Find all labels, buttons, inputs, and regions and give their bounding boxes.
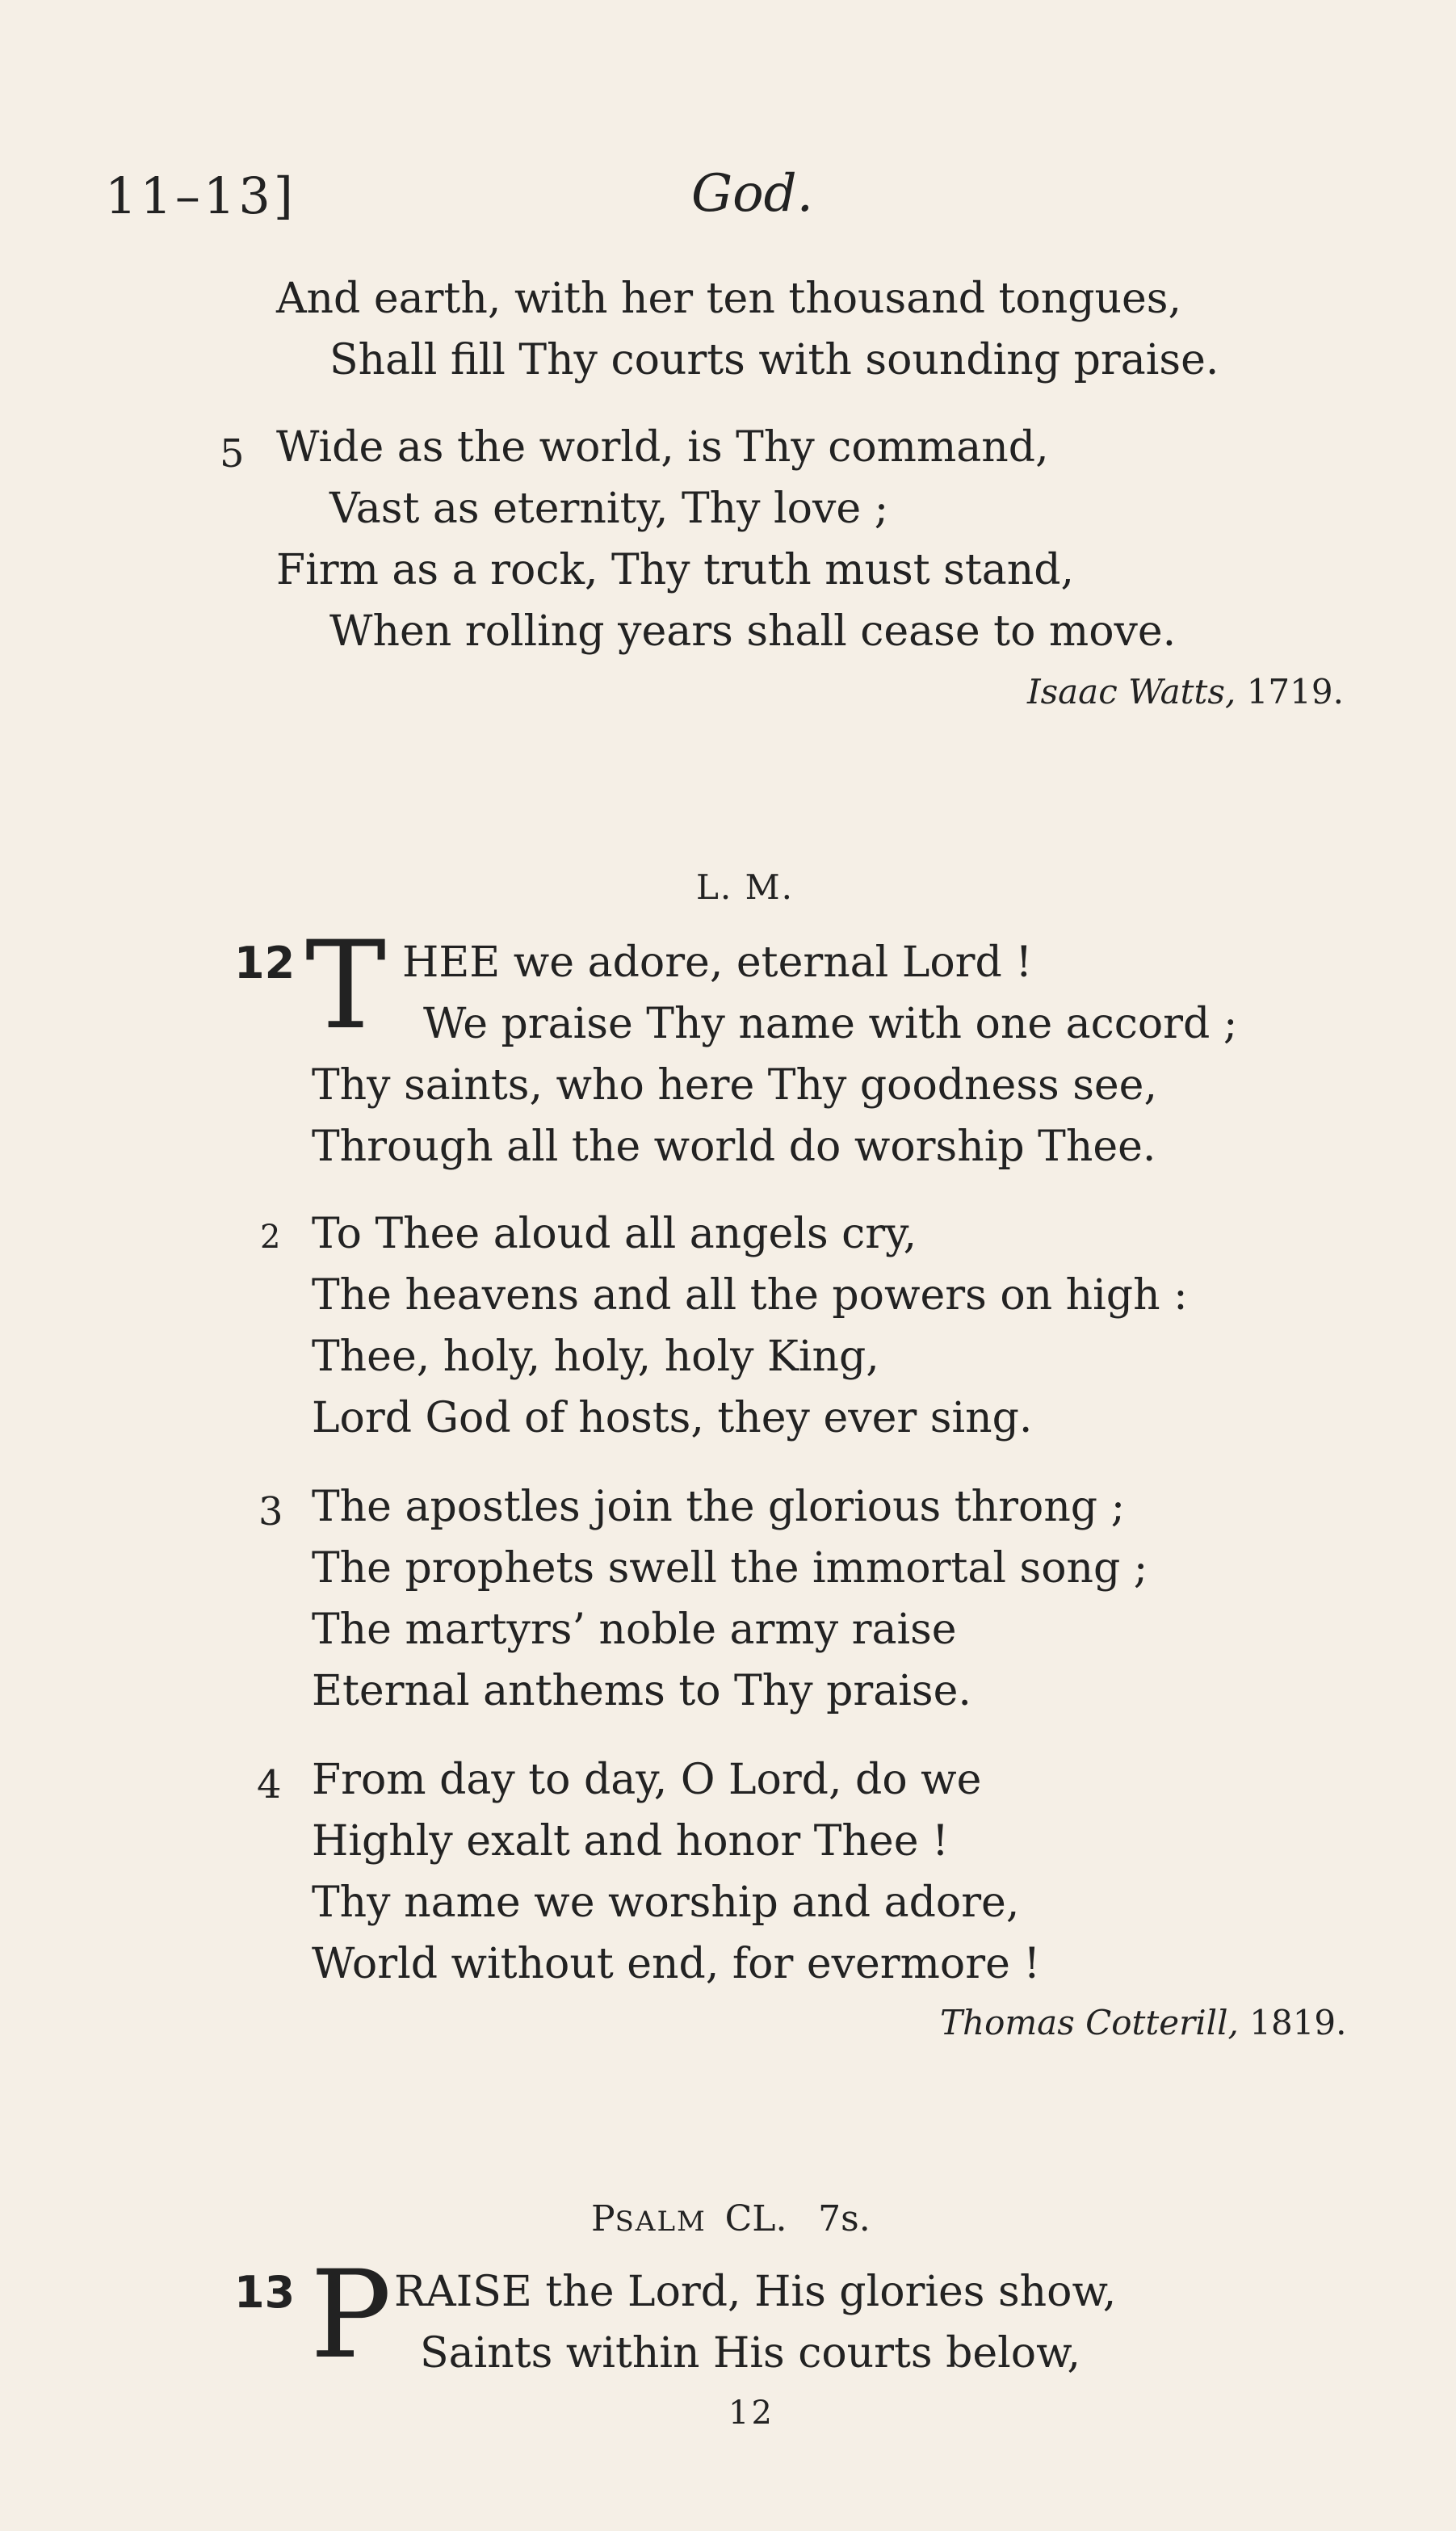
stanza-number: 5 xyxy=(220,431,245,476)
hymn-number: 12 xyxy=(234,938,296,988)
author-name: Isaac Watts, xyxy=(1027,672,1236,711)
hymn12-line: Thy saints, who here Thy goodness see, xyxy=(312,1061,1157,1110)
page-number: 12 xyxy=(728,2395,774,2432)
hymn12-line: Lord God of hosts, they ever sing. xyxy=(312,1394,1033,1442)
drop-cap: T xyxy=(305,916,387,1056)
hymn12-line: World without end, for evermore ! xyxy=(312,1940,1041,1988)
hymn11-line: When rolling years shall cease to move. xyxy=(329,607,1177,656)
hymn12-line: To Thee aloud all angels cry, xyxy=(312,1210,917,1258)
hymn12-line: From day to day, O Lord, do we xyxy=(312,1756,982,1804)
hymn11-line: And earth, with her ten thousand tongues, xyxy=(276,275,1181,323)
hymn11-line: Vast as eternity, Thy love ; xyxy=(329,485,889,533)
hymn12-line: The martyrs’ noble army raise xyxy=(312,1605,957,1654)
stanza-number: 4 xyxy=(257,1762,282,1807)
hymn12-line: Thee, holy, holy, holy King, xyxy=(312,1333,879,1381)
hymn12-line: We praise Thy name with one accord ; xyxy=(423,1000,1238,1048)
page-title: God. xyxy=(691,164,813,224)
drop-cap: P xyxy=(310,2245,392,2386)
hymn11-line: Firm as a rock, Thy truth must stand, xyxy=(276,546,1075,594)
hymn12-line: Highly exalt and honor Thee ! xyxy=(312,1817,949,1866)
hymn12-line: Thy name we worship and adore, xyxy=(312,1878,1020,1927)
stanza-number: 3 xyxy=(258,1489,283,1534)
hymn13-line: Saints within His courts below, xyxy=(420,2329,1080,2378)
hymn11-line: Wide as the world, is Thy command, xyxy=(276,423,1049,472)
hymn12-line: The heavens and all the powers on high : xyxy=(312,1271,1188,1320)
page-range: 11–13] xyxy=(105,166,296,225)
hymn12-line: Through all the world do worship Thee. xyxy=(312,1123,1156,1171)
meter-heading: PSALM CL. 7s. xyxy=(591,2198,871,2239)
author-year: 1719. xyxy=(1246,672,1344,711)
hymn12-line: The apostles join the glorious throng ; xyxy=(312,1483,1126,1531)
hymn-number: 13 xyxy=(234,2267,296,2318)
stanza-number: 2 xyxy=(260,1219,281,1256)
author-name: Thomas Cotterill, xyxy=(940,2003,1239,2042)
meter-heading: L. M. xyxy=(696,867,794,907)
hymn12-line: Eternal anthems to Thy praise. xyxy=(312,1667,971,1715)
hymn11-line: Shall fill Thy courts with sounding praise. xyxy=(329,336,1219,384)
hymn11-attribution xyxy=(1027,672,1344,711)
hymn13-line: RAISE the Lord, His glories show, xyxy=(394,2268,1117,2316)
hymn12-line: The prophets swell the immortal song ; xyxy=(312,1544,1148,1593)
hymn12-line: HEE we adore, eternal Lord ! xyxy=(402,938,1033,987)
hymn12-attribution xyxy=(940,2003,1347,2042)
author-year: 1819. xyxy=(1249,2003,1347,2042)
